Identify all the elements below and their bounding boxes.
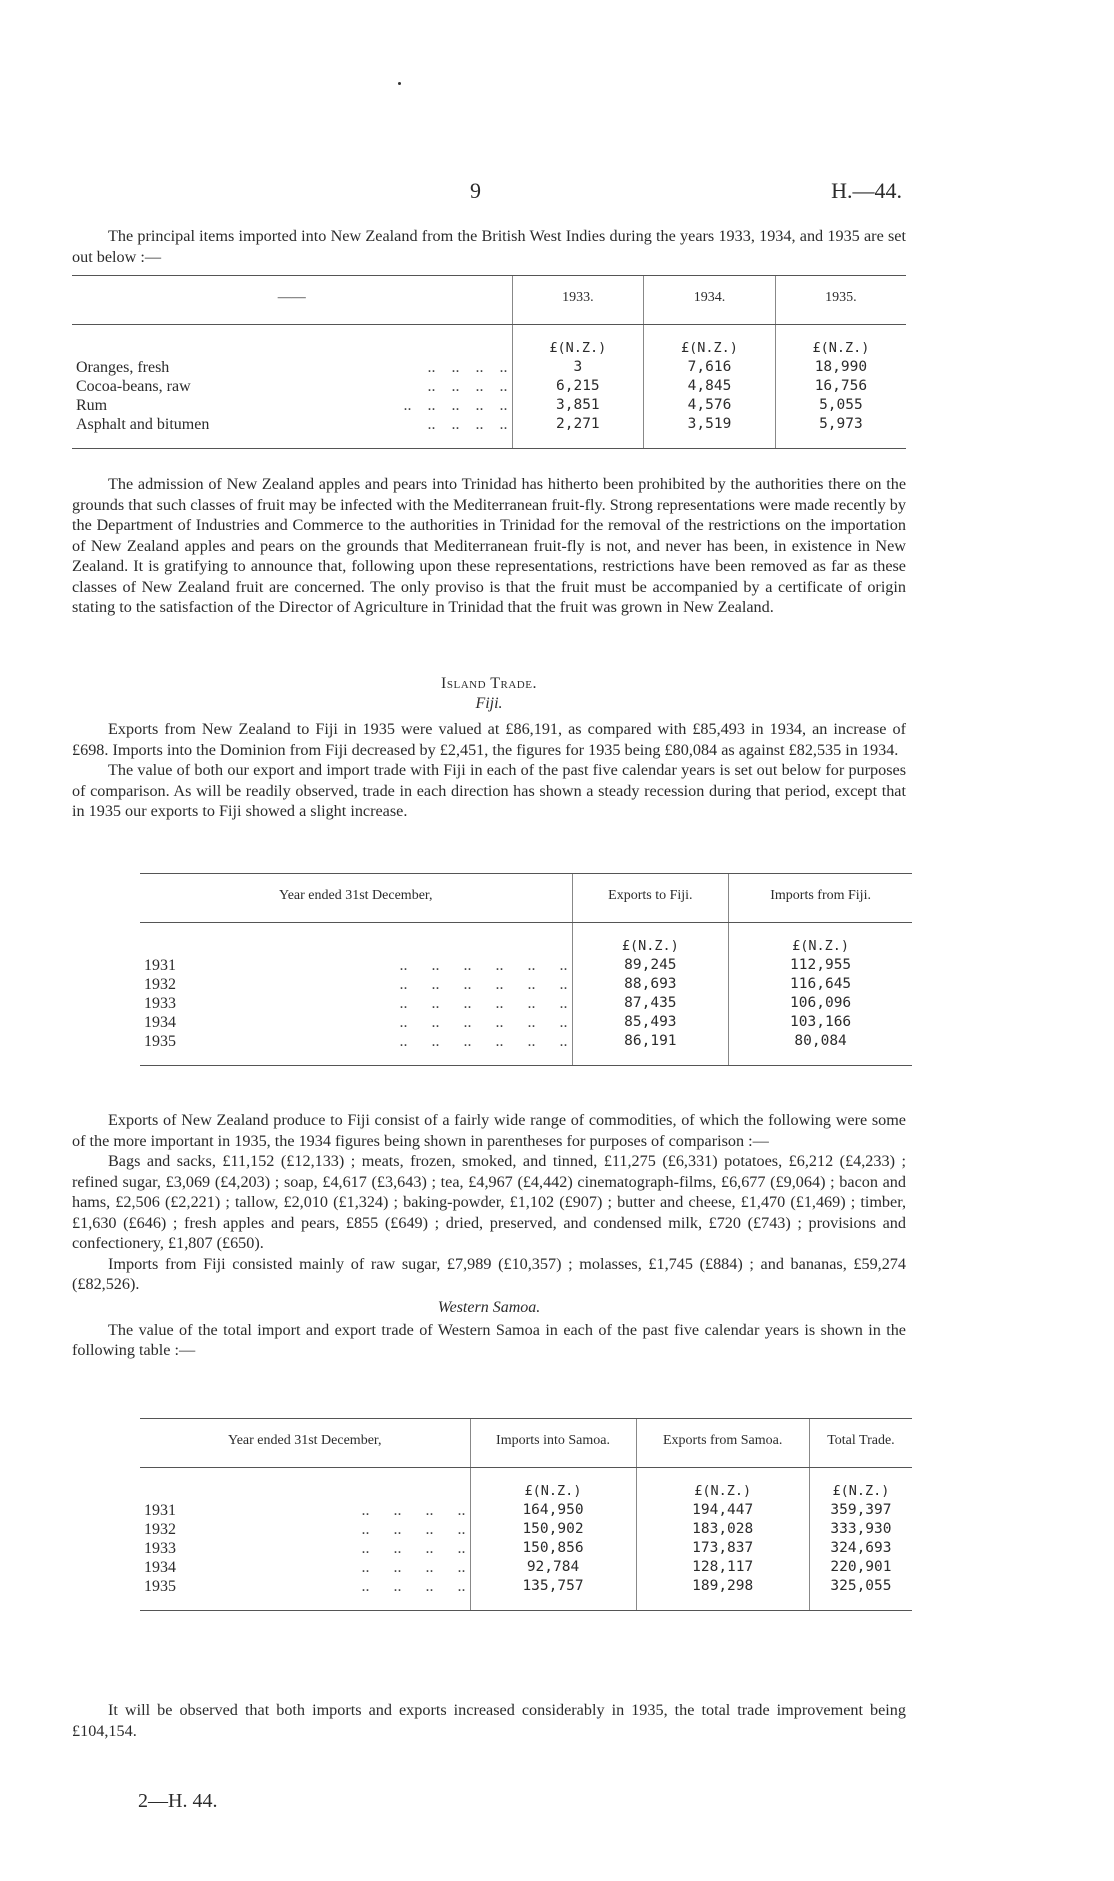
table-cell: 103,166: [729, 1013, 912, 1032]
table-cell: 2,271: [512, 415, 644, 449]
table-row: Oranges, fresh .. .. .. .. 3 7,616 18,990: [72, 358, 906, 377]
section-fiji-commodities: [72, 1110, 906, 1361]
table-row: 1933 .. .. .. .. 150,856 173,837 324,693: [140, 1539, 912, 1558]
year-label: 1934: [144, 1014, 176, 1031]
table-samoa-imports-header: Imports into Samoa.: [470, 1419, 636, 1468]
table-cell: 359,397: [809, 1501, 912, 1520]
table-samoa-exports-header: Exports from Samoa.: [636, 1419, 809, 1468]
year-label: 1933: [144, 1540, 176, 1557]
table-samoa-year-header: Year ended 31st December,: [140, 1419, 470, 1468]
table-bwi-blank-header: ——: [72, 276, 512, 325]
table-bwi-year-1933: 1933.: [512, 276, 644, 325]
table-cell: 18,990: [775, 358, 906, 377]
table-samoa: [140, 1418, 912, 1611]
table-row: 1933 .. .. .. .. .. .. 87,435 106,096: [140, 994, 912, 1013]
fiji-paragraph-3: Exports of New Zealand produce to Fiji consist of a fairly wide range of commodities, of which the following were some of the more important in 1935, the 1934 figures being shown in parentheses for purposes of comparison :—: [72, 1111, 906, 1150]
print-speck: [398, 82, 401, 85]
table-cell: 135,757: [470, 1577, 636, 1611]
table-row: 1935 .. .. .. .. .. .. 86,191 80,084: [140, 1032, 912, 1066]
item-label: Asphalt and bitumen: [76, 416, 210, 433]
table-cell: 106,096: [729, 994, 912, 1013]
table-cell: 150,902: [470, 1520, 636, 1539]
table-cell: 189,298: [636, 1577, 809, 1611]
section-island-trade: [72, 675, 906, 822]
table-bwi: [72, 275, 906, 449]
document-reference: H.—44.: [831, 178, 902, 203]
table-row: Cocoa-beans, raw .. .. .. .. 6,215 4,845 16,756: [72, 377, 906, 396]
table-fiji: [140, 873, 912, 1066]
fiji-trade-table: [140, 873, 912, 1066]
heading-western-samoa: Western Samoa.: [437, 1298, 541, 1316]
table-cell: 3,851: [512, 396, 644, 415]
unit-label: £(N.Z.): [729, 923, 912, 957]
table-cell: 80,084: [729, 1032, 912, 1066]
table-row: 1935 .. .. .. .. 135,757 189,298 325,055: [140, 1577, 912, 1611]
table-bwi-year-1935: 1935.: [775, 276, 906, 325]
table-row: 1932 .. .. .. .. .. .. 88,693 116,645: [140, 975, 912, 994]
heading-island-trade: Island Trade.: [441, 675, 537, 692]
table-cell: 150,856: [470, 1539, 636, 1558]
table-cell: 6,215: [512, 377, 644, 396]
table-row: 1934 .. .. .. .. 92,784 128,117 220,901: [140, 1558, 912, 1577]
table-cell: 86,191: [572, 1032, 729, 1066]
table-row: 1934 .. .. .. .. .. .. 85,493 103,166: [140, 1013, 912, 1032]
table-cell: 85,493: [572, 1013, 729, 1032]
unit-label: £(N.Z.): [572, 923, 729, 957]
table-cell: 3: [512, 358, 644, 377]
heading-fiji: Fiji.: [475, 695, 503, 712]
unit-label: £(N.Z.): [644, 325, 776, 359]
table-cell: 128,117: [636, 1558, 809, 1577]
table-cell: 92,784: [470, 1558, 636, 1577]
samoa-trade-table: [140, 1418, 912, 1611]
table-row: Asphalt and bitumen .. .. .. .. 2,271 3,519 5,973: [72, 415, 906, 449]
page-number: 9: [470, 178, 481, 203]
section-samoa-summary: [72, 1700, 906, 1741]
footer-signature-ref: 2—H. 44.: [138, 1790, 218, 1812]
table-cell: 89,245: [572, 956, 729, 975]
table-row: 1931 .. .. .. .. .. .. 89,245 112,955: [140, 956, 912, 975]
unit-label: £(N.Z.): [775, 325, 906, 359]
unit-label: £(N.Z.): [809, 1468, 912, 1502]
bwi-imports-table: [72, 275, 906, 449]
samoa-paragraph-2: It will be observed that both imports and exports increased considerably in 1935, the total trade improvement being £104,154.: [72, 1701, 906, 1740]
year-label: 1931: [144, 1502, 176, 1519]
samoa-paragraph-1: The value of the total import and export trade of Western Samoa in each of the past five calendar years is shown in the following table :—: [72, 1320, 906, 1359]
table-cell: 116,645: [729, 975, 912, 994]
table-cell: 164,950: [470, 1501, 636, 1520]
table-cell: 4,576: [644, 396, 776, 415]
table-cell: 173,837: [636, 1539, 809, 1558]
table-cell: 5,055: [775, 396, 906, 415]
year-label: 1935: [144, 1033, 176, 1050]
table-cell: 5,973: [775, 415, 906, 449]
table-cell: 333,930: [809, 1520, 912, 1539]
table-cell: 325,055: [809, 1577, 912, 1611]
table-cell: 4,845: [644, 377, 776, 396]
year-label: 1934: [144, 1559, 176, 1576]
table-fiji-imports-header: Imports from Fiji.: [729, 874, 912, 923]
fiji-paragraph-4: Bags and sacks, £11,152 (£12,133) ; meats, frozen, smoked, and tinned, £11,275 (£6,331) potatoes, £6,212 (£4,233) ; refined sugar, £3,069 (£4,203) ; soap, £4,617 (£3,643) ; tea, £4,967 (£4,442) cinematograph-films, £6,677 (£9,064) ; bacon and hams, £2,506 (£2,221) ; tallow, £2,010 (£1,324) ; baking-powder, £1,102 (£907) ; butter and cheese, £1,470 (£1,469) ; timber, £1,630 (£646) ; fresh apples and pears, £855 (£649) ; dried, preserved, and condensed milk, £720 (£743) ; provisions and confectionery, £1,807 (£650).: [72, 1152, 906, 1252]
trinidad-paragraph: The admission of New Zealand apples and pears into Trinidad has hitherto been prohibited by the authorities there on the grounds that such classes of fruit may be infected with the Mediterranean fruit-fly. Strong representations were made recently by the Department of Industries and Commerce to the authorities in Trinidad for the removal of the restrictions on the importation of New Zealand apples and pears on the grounds that Mediterranean fruit-fly is not, and never has been, in existence in New Zealand. It is gratifying to announce that, following upon these representations, restrictions have been removed as far as these classes of New Zealand fruit are concerned. The only proviso is that the fruit must be accompanied by a certificate of origin stating to the satisfaction of the Director of Agriculture in Trinidad that the fruit was grown in New Zealand.: [72, 475, 906, 616]
unit-label: £(N.Z.): [512, 325, 644, 359]
table-cell: 7,616: [644, 358, 776, 377]
table-cell: 324,693: [809, 1539, 912, 1558]
item-label: Oranges, fresh: [76, 359, 170, 376]
section-trinidad: [72, 474, 906, 618]
item-label: Cocoa-beans, raw: [76, 378, 191, 395]
table-cell: 112,955: [729, 956, 912, 975]
table-cell: 16,756: [775, 377, 906, 396]
unit-label: £(N.Z.): [636, 1468, 809, 1502]
table-cell: 183,028: [636, 1520, 809, 1539]
year-label: 1932: [144, 976, 176, 993]
table-cell: 88,693: [572, 975, 729, 994]
year-label: 1932: [144, 1521, 176, 1538]
intro-bwi-paragraph: The principal items imported into New Zealand from the British West Indies during the years 1933, 1934, and 1935 are set out below :—: [72, 227, 906, 266]
table-row: 1931 .. .. .. .. 164,950 194,447 359,397: [140, 1501, 912, 1520]
table-cell: 220,901: [809, 1558, 912, 1577]
table-fiji-exports-header: Exports to Fiji.: [572, 874, 729, 923]
year-label: 1933: [144, 995, 176, 1012]
table-cell: 194,447: [636, 1501, 809, 1520]
fiji-paragraph-1: Exports from New Zealand to Fiji in 1935 were valued at £86,191, as compared with £85,493 in 1934, an increase of £698. Imports into the Dominion from Fiji decreased by £2,451, the figures for 1935 being £80,084 as against £82,535 in 1934.: [72, 720, 906, 759]
fiji-paragraph-5: Imports from Fiji consisted mainly of raw sugar, £7,989 (£10,357) ; molasses, £1,745 (£884) ; and bananas, £59,274 (£82,526).: [72, 1254, 906, 1293]
table-cell: 87,435: [572, 994, 729, 1013]
year-label: 1931: [144, 957, 176, 974]
table-row: 1932 .. .. .. .. 150,902 183,028 333,930: [140, 1520, 912, 1539]
table-cell: 3,519: [644, 415, 776, 449]
fiji-paragraph-2: The value of both our export and import trade with Fiji in each of the past five calendar years is set out below for purposes of comparison. As will be readily observed, trade in each direction has shown a steady recession during that period, except that in 1935 our exports to Fiji showed a slight increase.: [72, 761, 906, 820]
section-bwi: [72, 226, 906, 267]
table-row: Rum .. .. .. .. .. 3,851 4,576 5,055: [72, 396, 906, 415]
unit-label: £(N.Z.): [470, 1468, 636, 1502]
table-samoa-total-header: Total Trade.: [809, 1419, 912, 1468]
item-label: Rum: [76, 397, 108, 414]
table-bwi-year-1934: 1934.: [644, 276, 776, 325]
year-label: 1935: [144, 1578, 176, 1595]
table-fiji-year-header: Year ended 31st December,: [140, 874, 572, 923]
